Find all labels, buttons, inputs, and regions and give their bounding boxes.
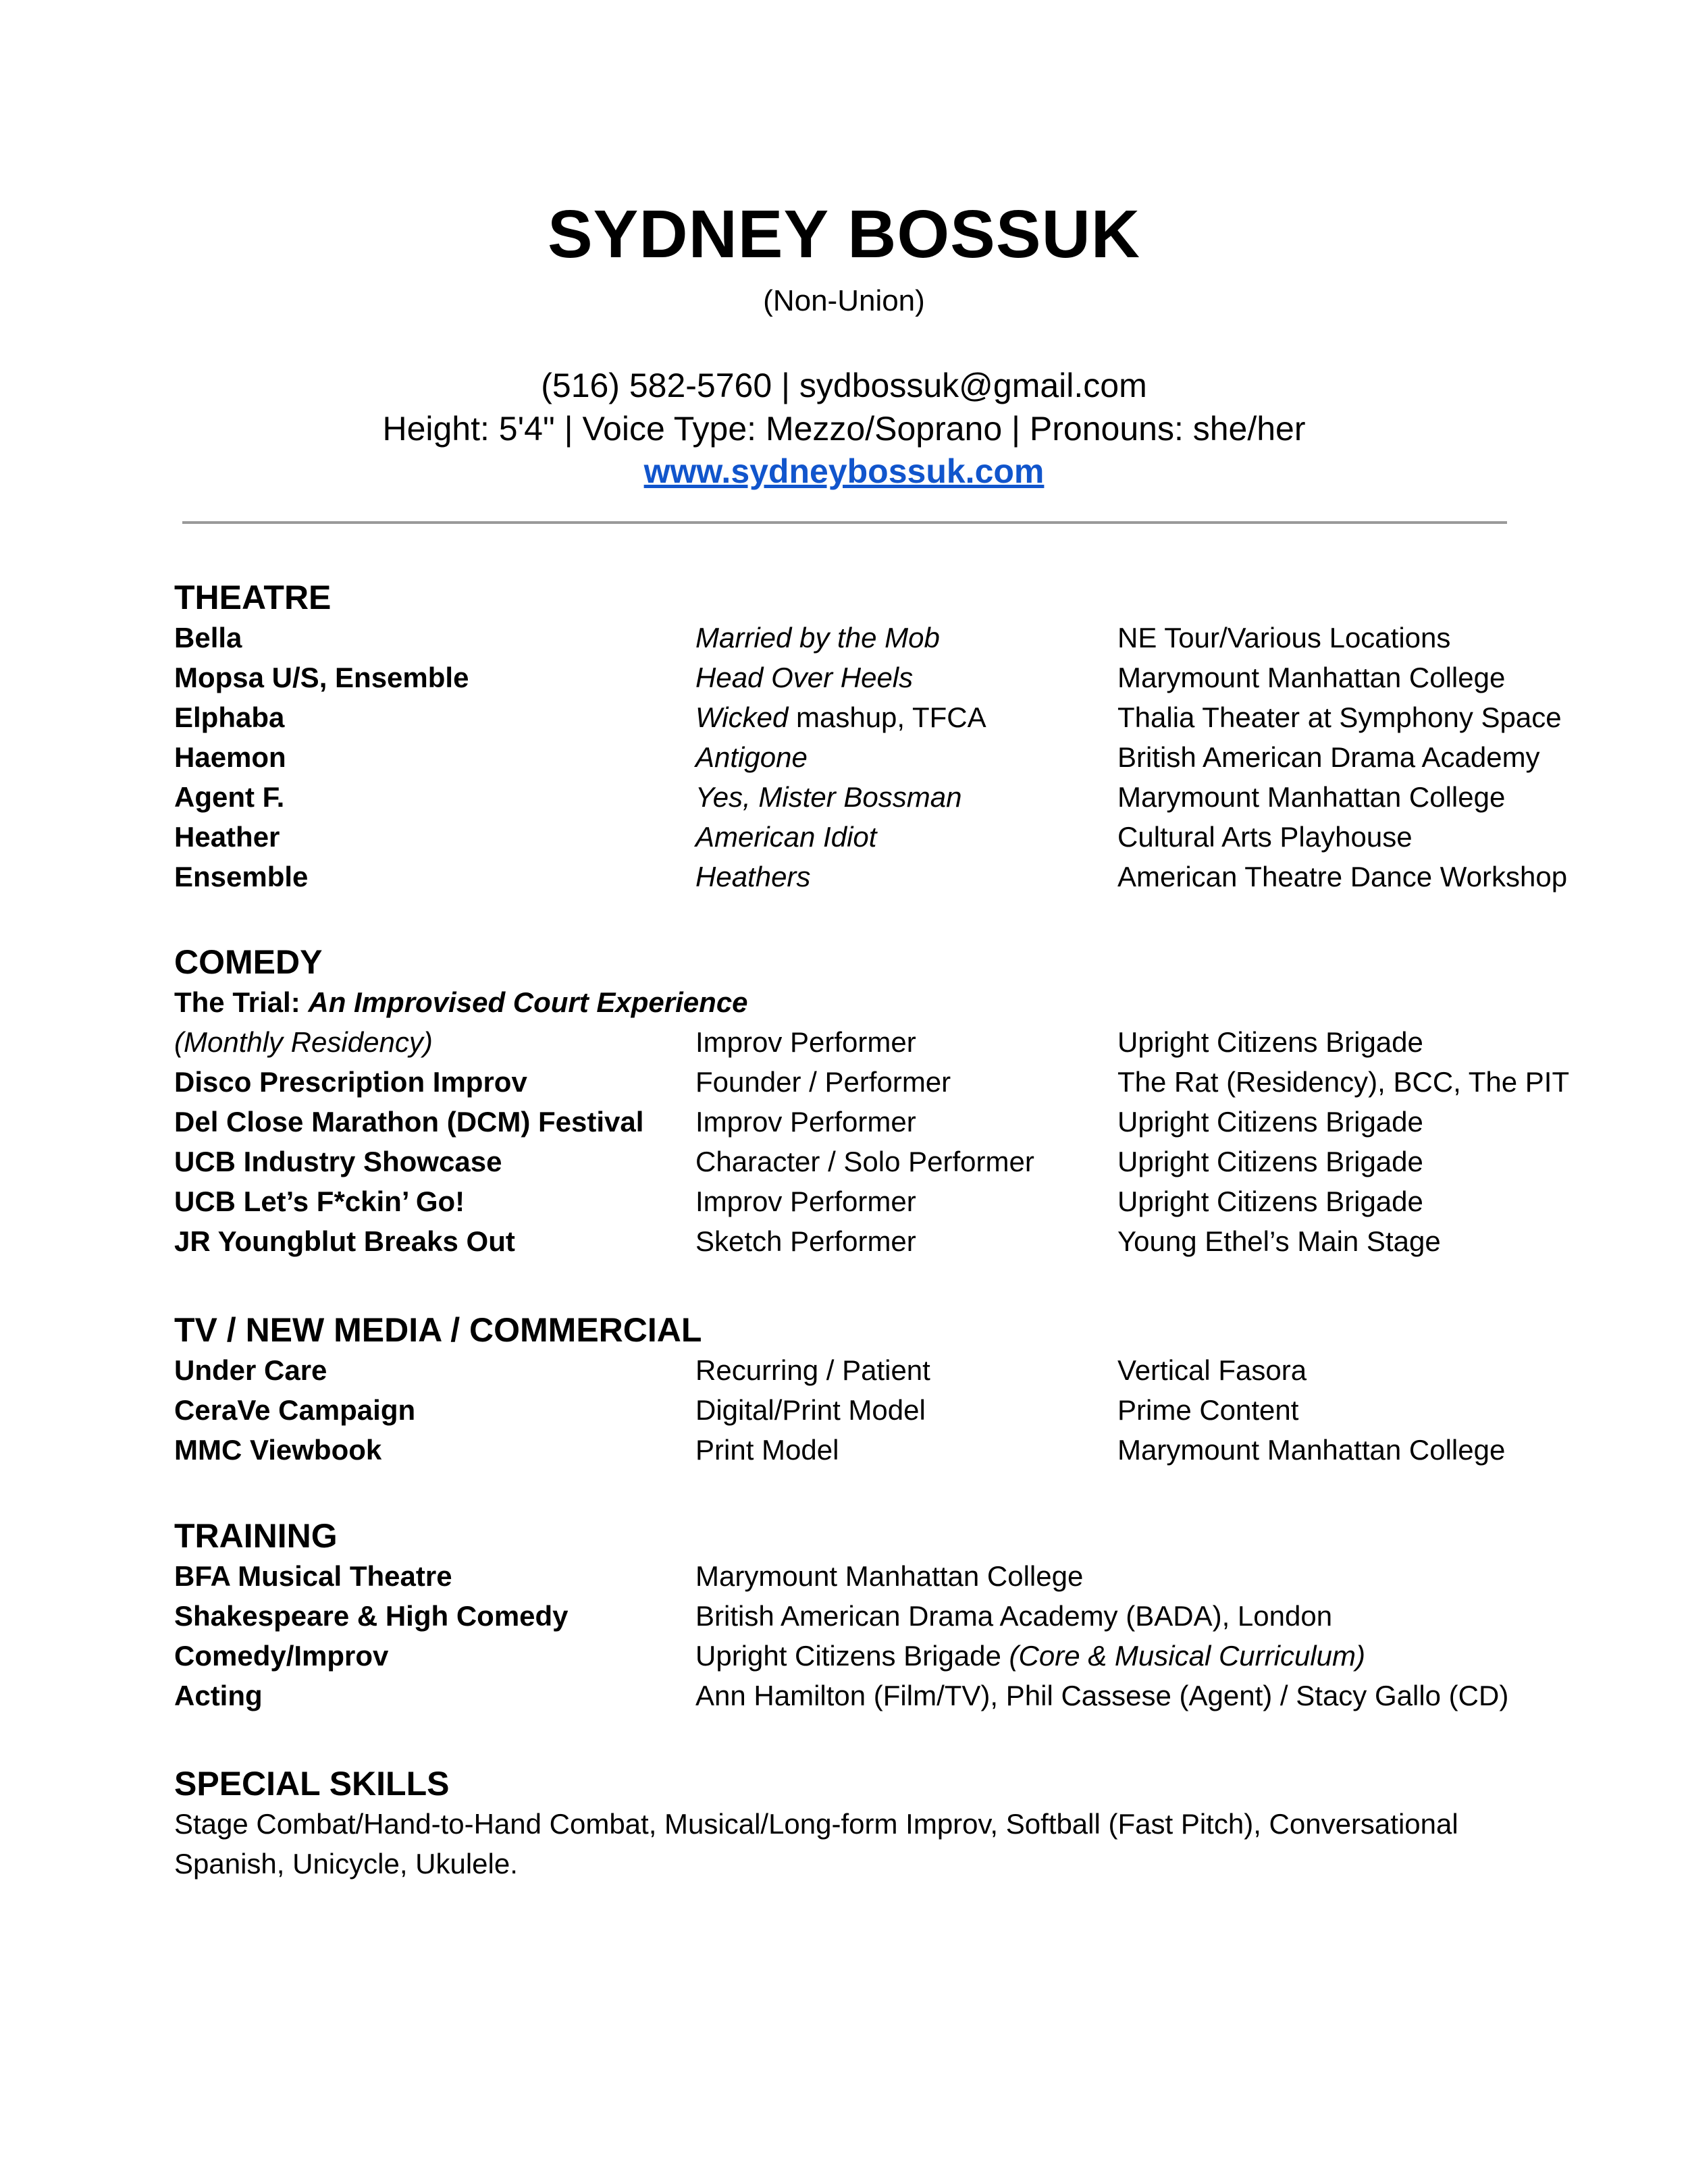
comedy-title: Disco Prescription Improv <box>174 1066 527 1098</box>
theatre-venue: NE Tour/Various Locations <box>1117 622 1451 654</box>
contact-line: (516) 582-5760 | sydbossuk@gmail.com <box>541 367 1147 404</box>
website-link[interactable]: www.sydneybossuk.com <box>643 452 1045 490</box>
comedy-title: JR Youngblut Breaks Out <box>174 1225 515 1257</box>
theatre-show <box>695 697 986 737</box>
resume-name: SYDNEY BOSSUK <box>547 196 1141 272</box>
training-subject: Acting <box>174 1680 263 1711</box>
tv-company: Marymount Manhattan College <box>1117 1434 1506 1466</box>
theatre-show: Head Over Heels <box>695 662 914 693</box>
theatre-role: Haemon <box>174 741 286 773</box>
tv-row <box>174 1390 1592 1430</box>
comedy-row <box>174 1181 1592 1221</box>
section-heading-comedy: COMEDY <box>174 943 323 981</box>
theatre-show: American Idiot <box>695 821 877 853</box>
tv-row <box>174 1430 1592 1470</box>
theatre-row <box>174 857 1592 897</box>
theatre-venue: Marymount Manhattan College <box>1117 662 1506 693</box>
comedy-role: Sketch Performer <box>695 1225 916 1257</box>
trial-title: The Trial: <box>174 986 309 1018</box>
theatre-venue: American Theatre Dance Workshop <box>1117 861 1568 893</box>
tv-company: Prime Content <box>1117 1394 1299 1426</box>
theatre-show: Yes, Mister Bossman <box>695 781 962 813</box>
training-where-main: Upright Citizens Brigade <box>695 1640 1009 1672</box>
comedy-title: Del Close Marathon (DCM) Festival <box>174 1106 644 1138</box>
training-row <box>174 1596 1592 1636</box>
comedy-title: UCB Industry Showcase <box>174 1146 502 1177</box>
training-where-note: (Core & Musical Curriculum) <box>1009 1640 1365 1672</box>
section-heading-tv: TV / NEW MEDIA / COMMERCIAL <box>174 1311 702 1349</box>
theatre-row <box>174 817 1592 857</box>
comedy-venue: Upright Citizens Brigade <box>1117 1026 1423 1058</box>
comedy-row <box>174 1022 1592 1062</box>
theatre-role: Heather <box>174 821 280 853</box>
theatre-row <box>174 737 1592 777</box>
theatre-role: Agent F. <box>174 781 285 813</box>
trial-subtitle: An Improvised Court Experience <box>308 986 748 1018</box>
stats-line: Height: 5'4" | Voice Type: Mezzo/Soprano | Pronouns: she/her <box>382 410 1306 448</box>
section-heading-theatre: THEATRE <box>174 579 332 616</box>
theatre-row <box>174 777 1592 817</box>
comedy-role: Improv Performer <box>695 1106 916 1138</box>
comedy-venue: The Rat (Residency), BCC, The PIT <box>1117 1066 1570 1098</box>
theatre-row <box>174 697 1592 737</box>
theatre-role: Bella <box>174 622 242 654</box>
website-line <box>0 450 1688 492</box>
comedy-venue: Upright Citizens Brigade <box>1117 1146 1423 1177</box>
comedy-title <box>174 982 748 1022</box>
comedy-venue: Upright Citizens Brigade <box>1117 1106 1423 1138</box>
section-heading-skills: SPECIAL SKILLS <box>174 1765 450 1803</box>
training-where: Ann Hamilton (Film/TV), Phil Cassese (Agent) / Stacy Gallo (CD) <box>695 1680 1509 1711</box>
theatre-show: Married by the Mob <box>695 622 940 654</box>
comedy-role: Improv Performer <box>695 1186 916 1217</box>
skills-section <box>174 1763 1592 1884</box>
comedy-row <box>174 1142 1592 1181</box>
theatre-venue: British American Drama Academy <box>1117 741 1540 773</box>
comedy-role: Character / Solo Performer <box>695 1146 1034 1177</box>
training-where: Marymount Manhattan College <box>695 1560 1084 1592</box>
header-divider <box>182 521 1507 524</box>
training-subject: Comedy/Improv <box>174 1640 389 1672</box>
comedy-venue: Young Ethel’s Main Stage <box>1117 1225 1441 1257</box>
trial-note: (Monthly Residency) <box>174 1026 433 1058</box>
theatre-venue: Thalia Theater at Symphony Space <box>1117 701 1562 733</box>
comedy-row <box>174 1102 1592 1142</box>
tv-role: Recurring / Patient <box>695 1354 930 1386</box>
theatre-section <box>174 577 1592 897</box>
training-subject: Shakespeare & High Comedy <box>174 1600 569 1632</box>
theatre-show-title: Wicked <box>695 701 789 733</box>
comedy-role: Improv Performer <box>695 1026 916 1058</box>
theatre-venue: Marymount Manhattan College <box>1117 781 1506 813</box>
tv-role: Print Model <box>695 1434 839 1466</box>
theatre-venue: Cultural Arts Playhouse <box>1117 821 1413 853</box>
training-row <box>174 1676 1592 1715</box>
theatre-show: Antigone <box>695 741 808 773</box>
comedy-section <box>174 942 1592 1261</box>
training-where: British American Drama Academy (BADA), London <box>695 1600 1333 1632</box>
theatre-role: Mopsa U/S, Ensemble <box>174 662 469 693</box>
comedy-role: Founder / Performer <box>695 1066 951 1098</box>
comedy-row <box>174 1221 1592 1261</box>
theatre-show-suffix: mashup, TFCA <box>788 701 986 733</box>
theatre-role: Elphaba <box>174 701 285 733</box>
training-section <box>174 1516 1592 1715</box>
comedy-row-trial-title <box>174 982 1592 1022</box>
tv-role: Digital/Print Model <box>695 1394 926 1426</box>
skills-text: Stage Combat/Hand-to-Hand Combat, Musical/Long-form Improv, Softball (Fast Pitch), Conversational Spanish, Unicycle, Ukulele. <box>174 1808 1458 1880</box>
theatre-row <box>174 618 1592 658</box>
comedy-title: UCB Let’s F*ckin’ Go! <box>174 1186 465 1217</box>
tv-row <box>174 1350 1592 1390</box>
training-subject: BFA Musical Theatre <box>174 1560 452 1592</box>
theatre-show: Heathers <box>695 861 811 893</box>
tv-title: CeraVe Campaign <box>174 1394 416 1426</box>
tv-company: Vertical Fasora <box>1117 1354 1307 1386</box>
tv-title: MMC Viewbook <box>174 1434 382 1466</box>
training-row <box>174 1636 1592 1676</box>
comedy-venue: Upright Citizens Brigade <box>1117 1186 1423 1217</box>
union-status: (Non-Union) <box>763 284 925 317</box>
tv-section <box>174 1310 1592 1470</box>
training-where <box>695 1636 1365 1676</box>
training-row <box>174 1556 1592 1596</box>
tv-title: Under Care <box>174 1354 327 1386</box>
comedy-row <box>174 1062 1592 1102</box>
theatre-role: Ensemble <box>174 861 309 893</box>
section-heading-training: TRAINING <box>174 1517 338 1555</box>
theatre-row <box>174 658 1592 697</box>
